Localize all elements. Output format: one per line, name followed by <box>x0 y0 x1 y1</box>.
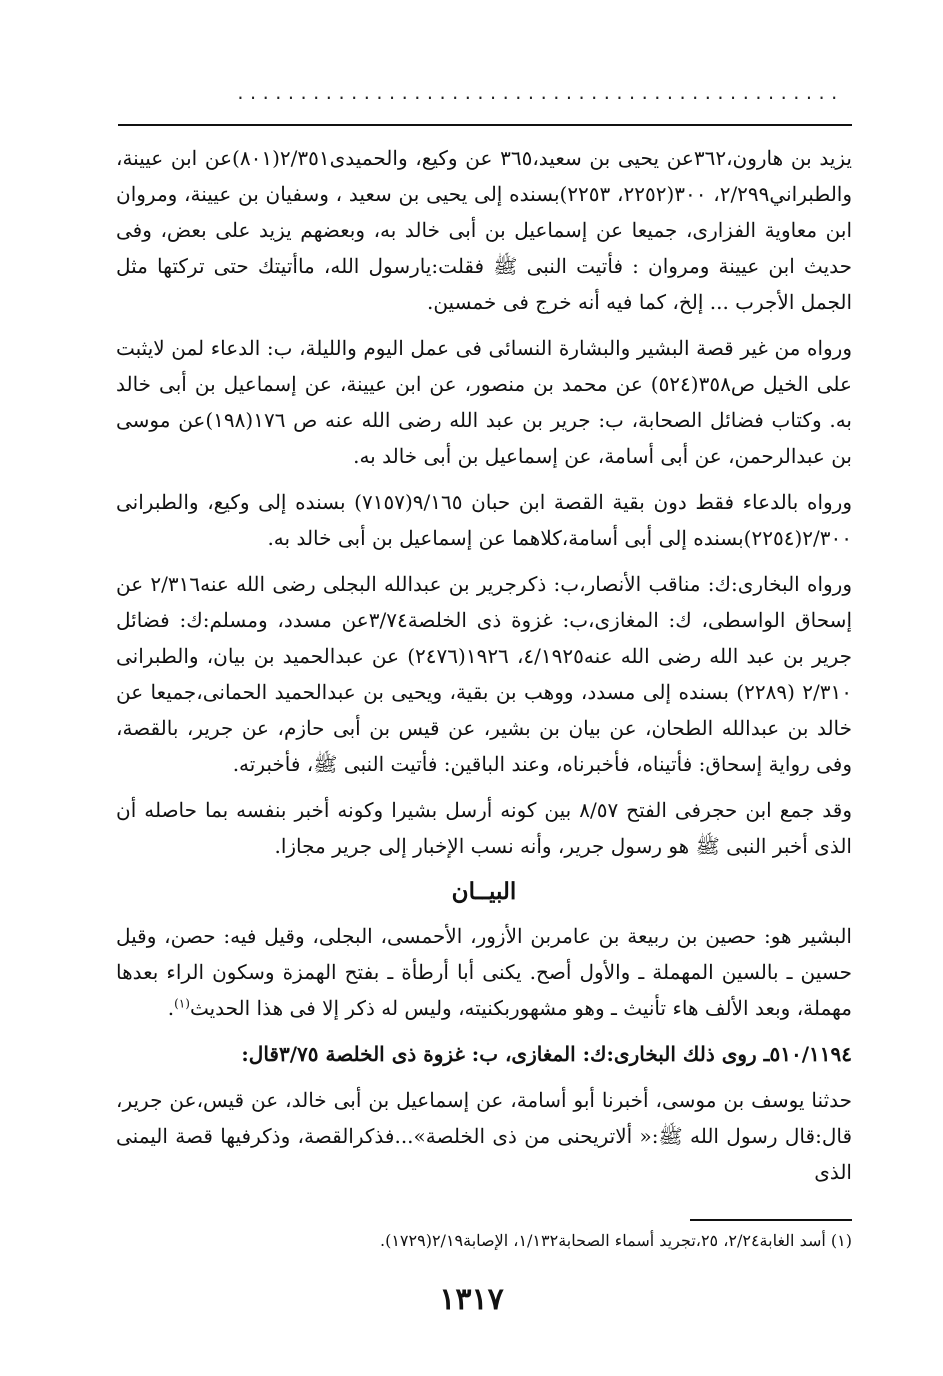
paragraph-6: البشير هو: حصين بن ربيعة بن عامربن الأزور، الأحمسى، البجلى، وقيل فيه: حصن، وقيل حسين ـ بالسين المهملة ـ والأول أصح. يكنى أبا أرطأة ـ بفتح الهمزة وسكون الراء بعدها مهملة، وبعد الألف هاء تأنيث ـ وهو مشهوربكنيته، وليس له ذكر إلا فى هذا الحديث$^{(١)}$. <box>116 924 852 1020</box>
paragraph-3: ورواه بالدعاء فقط دون بقية القصة ابن حبان ٩/١٦٥(٧١٥٧) بسنده إلى وكيع، والطبرانى ٢/٣٠٠(٢٢٥٤)بسنده إلى أبى أسامة،كلاهما عن إسماعيل بن أبى خالد به. <box>116 490 852 550</box>
footnote: (١) أسد الغابة٢/٢٤، ٢٥،تجريد أسماء الصحابة١/١٣٢، الإصابة٢/١٩(١٧٢٩). <box>380 1231 852 1250</box>
paragraph-2: ورواه من غير قصة البشير والبشارة النسائى فى عمل اليوم والليلة، ب: الدعاء لمن لايثبت على الخيل ص٣٥٨(٥٢٤) عن محمد بن منصور، عن ابن عيينة، عن إسماعيل بن أبى خالد به. وكتاب فضائل الصحابة، ب: جرير بن عبد الله رضى الله عنه ص ١٧٦(١٩٨)عن موسى بن عبدالرحمن، عن أبى أسامة، عن إسماعيل بن أبى خالد به. <box>116 336 852 468</box>
paragraph-6-text: البشير هو: حصين بن ربيعة بن عامربن الأزور، الأحمسى، البجلى، وقيل فيه: حصن، وقيل حسين ـ بالسين المهملة ـ والأول أصح. يكنى أبا أرطأة ـ بفتح الهمزة وسكون الراء بعدها مهملة، وبعد الألف هاء تأنيث ـ وهو مشهوربكنيته، وليس له ذكر إلا فى هذا الحديث <box>116 924 852 1020</box>
paragraph-7 <box>116 1036 852 1072</box>
paragraph-5: وقد جمع ابن حجرفى الفتح ٨/٥٧ بين كونه أرسل بشيرا وكونه أخبر بنفسه بما حاصله أن الذى أخبر النبى ﷺ هو رسول جرير، وأنه نسب الإخبار إلى جرير مجازا. <box>116 798 852 858</box>
paragraph-4: ورواه البخارى:ك: مناقب الأنصار،ب: ذكرجرير بن عبدالله البجلى رضى الله عنه٢/٣١٦ عن إسحاق الواسطى، ك: المغازى،ب: غزوة ذى الخلصة٣/٧٤عن مسدد، ومسلم:ك: فضائل جرير بن عبد الله رضى الله عنه٤/١٩٢٥، ١٩٢٦(٢٤٧٦) عن عبدالحميد بن بيان، والطبرانى ٢/٣١٠ (٢٢٨٩) بسنده إلى مسدد، ووهب بن بقية، ويحيى بن عبدالحميد الحمانى،جميعا عن خالد بن عبدالله الطحان، عن بيان بن بشير، عن قيس بن أبى حازم، عن جرير، بالقصة، وفى رواية إسحاق: فأتيناه، فأخبرناه، وعند الباقين: فأتيت النبى ﷺ، فأخبرته. <box>116 572 853 776</box>
paragraph-8: حدثنا يوسف بن موسى، أخبرنا أبو أسامة، عن إسماعيل بن أبى خالد، عن قيس،عن جرير، قال:قال رسول الله ﷺ:« ألاتريحنى من ذى الخلصة»...فذكرالقصة، وذكرفيها قصة اليمنى الذى <box>116 1088 852 1184</box>
footnote-marker: (١) <box>174 996 190 1011</box>
footnote-rule <box>690 1219 852 1221</box>
section-heading: البيــان <box>451 878 517 905</box>
top-rule <box>118 124 852 126</box>
paragraph-1: يزيد بن هارون،٣٦٢عن يحيى بن سعيد،٣٦٥ عن وكيع، والحميدى٢/٣٥١(٨٠١)عن ابن عيينة، والطبراني٢/٢٩٩، ٣٠٠(٢٢٥٢، ٢٢٥٣)بسنده إلى يحيى بن سعيد ، وسفيان بن عيينة، ومروان ابن معاوية الفزارى، جميعا عن إسماعيل بن أبى خالد به، وبعضهم يزيد على بعض، وفى حديث ابن عيينة ومروان : فأتيت النبى ﷺ فقلت:يارسول الله، ماأتيتك حتى تركتها مثل الجمل الأجرب ... إلخ، كما فيه أنه خرج فى خمسين. <box>116 146 852 314</box>
page-number: ١٣١٧ <box>439 1282 504 1317</box>
header-dots: ................................................ <box>235 84 842 103</box>
hadith-number-line: ٥١٠/١١٩٤ـ روى ذلك البخارى:ك: المغازى، ب: غزوة ذى الخلصة ٣/٧٥قال: <box>241 1042 852 1066</box>
main-text <box>116 140 852 1200</box>
